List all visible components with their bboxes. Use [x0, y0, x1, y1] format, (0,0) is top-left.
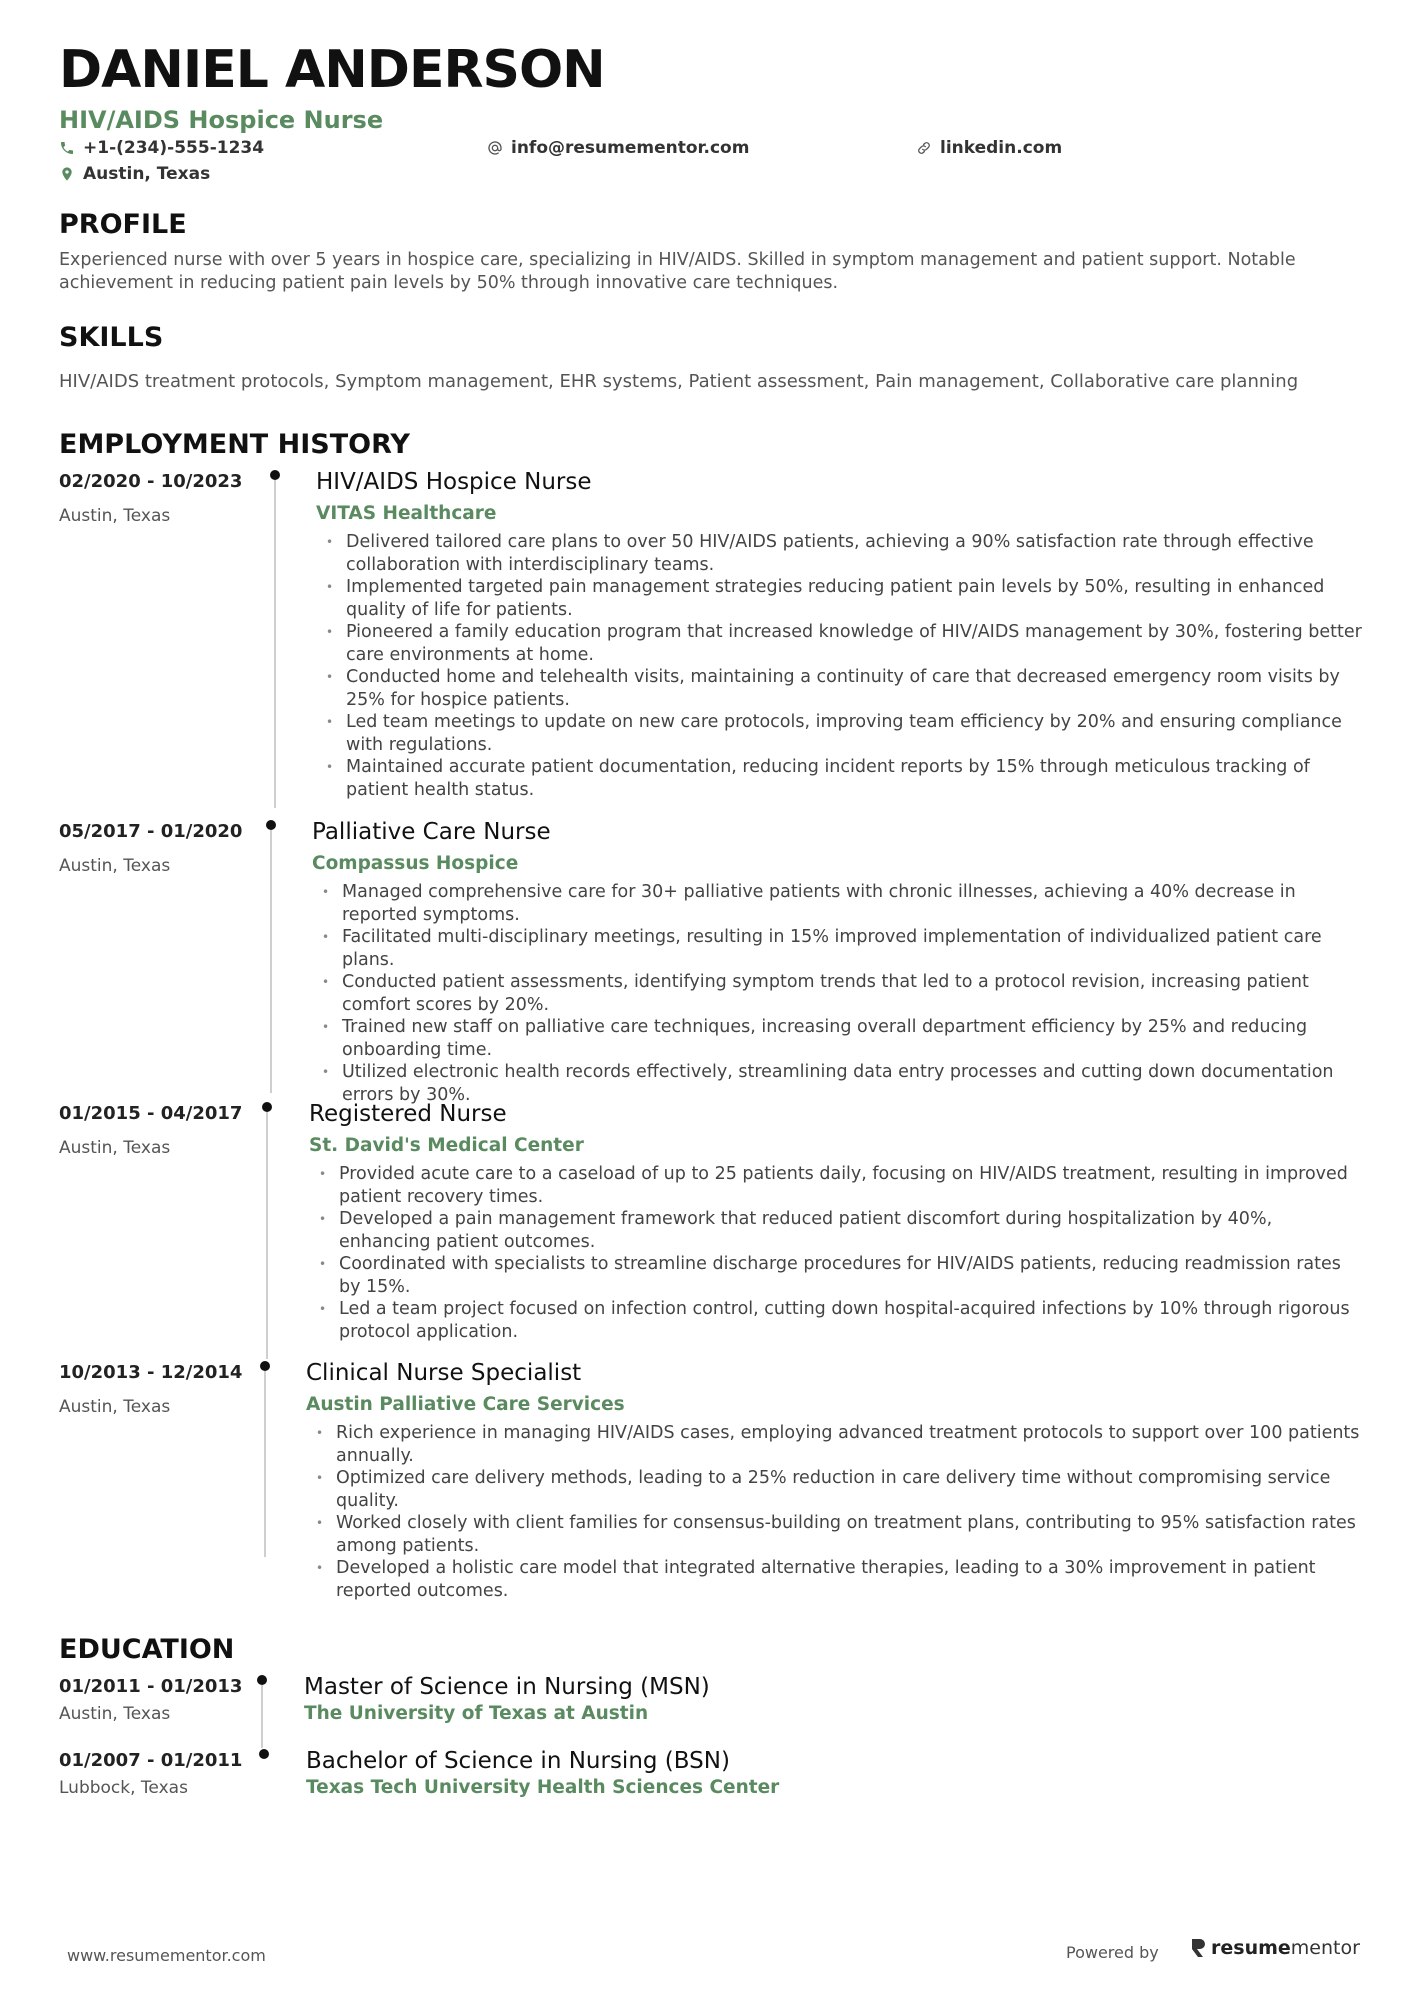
job-bullet: • Developed a holistic care model that integrated alternative therapies, leading to a 30% improvement in patient reported outcomes.: [312, 1557, 1362, 1602]
job-bullet: • Implemented targeted pain management strategies reducing patient pain levels by 50%, resulting in enhanced quality of life for patients.: [322, 576, 1362, 621]
email-link[interactable]: info@resumementor.com: [511, 138, 750, 158]
brand-bold: resume: [1211, 1937, 1291, 1959]
employment-heading: EMPLOYMENT HISTORY: [59, 429, 410, 460]
job-bullet: • Maintained accurate patient documentation, reducing incident reports by 15% through meticulous tracking of patient health status.: [322, 756, 1362, 801]
job-bullet: • Provided acute care to a caseload of up to 25 patients daily, focusing on HIV/AIDS treatment, resulting in improved patient recovery times.: [315, 1163, 1362, 1208]
education-heading: EDUCATION: [59, 1634, 235, 1665]
job-bullet: • Optimized care delivery methods, leading to a 25% reduction in care delivery time without compromising service quality.: [312, 1467, 1362, 1512]
job-location: Austin, Texas: [59, 1138, 171, 1158]
education-school: The University of Texas at Austin: [304, 1703, 649, 1724]
skills-heading: SKILLS: [59, 322, 164, 353]
education-location: Austin, Texas: [59, 1704, 171, 1724]
contact-email[interactable]: [487, 138, 749, 158]
phone-text: +1-(234)-555-1234: [83, 138, 265, 158]
education-entry: [0, 1673, 1410, 1748]
at-icon: [487, 140, 503, 156]
linkedin-link[interactable]: linkedin.com: [940, 138, 1063, 158]
job-location: Austin, Texas: [59, 856, 171, 876]
job-bullet: • Conducted patient assessments, identifying symptom trends that led to a protocol revision, increasing patient comfort scores by 20%.: [318, 971, 1362, 1016]
resumementor-logo-icon: [1189, 1937, 1207, 1959]
candidate-name: DANIEL ANDERSON: [59, 40, 605, 100]
job-entry: [0, 1100, 1410, 1353]
contact-linkedin[interactable]: [916, 138, 1062, 158]
job-bullet: • Led team meetings to update on new care protocols, improving team efficiency by 20% and ensuring compliance with regulations.: [322, 711, 1362, 756]
powered-by-label: Powered by: [1066, 1943, 1159, 1962]
education-dates: 01/2007 - 01/2011: [59, 1750, 243, 1771]
job-dates: 01/2015 - 04/2017: [59, 1103, 243, 1124]
job-role: HIV/AIDS Hospice Nurse: [316, 469, 592, 495]
timeline-line: [261, 1685, 263, 1748]
job-company: St. David's Medical Center: [309, 1135, 584, 1156]
job-bullet: • Trained new staff on palliative care techniques, increasing overall department efficiency by 25% and reducing onboarding time.: [318, 1016, 1362, 1061]
job-bullets: [315, 1163, 1362, 1343]
candidate-title: HIV/AIDS Hospice Nurse: [59, 106, 384, 134]
job-bullet: • Facilitated multi-disciplinary meetings, resulting in 15% improved implementation of individualized patient care plans.: [318, 926, 1362, 971]
job-bullets: [312, 1422, 1362, 1602]
timeline-dot: [266, 820, 276, 830]
timeline-line: [266, 1112, 268, 1359]
profile-text: Experienced nurse with over 5 years in hospice care, specializing in HIV/AIDS. Skilled in symptom management and patient support. Notable achievement in reducing patient pain levels by 50% through innovative care techniques.: [59, 250, 1296, 293]
education-degree: Bachelor of Science in Nursing (BSN): [306, 1748, 730, 1774]
job-entry: [0, 468, 1410, 808]
phone-icon: [59, 140, 75, 156]
timeline-dot: [270, 470, 280, 480]
job-entry: [0, 818, 1410, 1105]
job-location: Austin, Texas: [59, 506, 171, 526]
job-bullet: • Coordinated with specialists to streamline discharge procedures for HIV/AIDS patients, reducing readmission rates by 15%.: [315, 1253, 1362, 1298]
job-bullet: • Led a team project focused on infection control, cutting down hospital-acquired infections by 10% through rigorous protocol application.: [315, 1298, 1362, 1343]
job-dates: 05/2017 - 01/2020: [59, 821, 243, 842]
profile-heading: PROFILE: [59, 209, 187, 240]
job-entry: [0, 1359, 1410, 1609]
timeline-line: [274, 480, 276, 808]
job-company: VITAS Healthcare: [316, 503, 497, 524]
timeline-dot: [262, 1102, 272, 1112]
education-degree: Master of Science in Nursing (MSN): [304, 1674, 710, 1700]
job-bullet: • Worked closely with client families for consensus-building on treatment plans, contributing to 95% satisfaction rates among patients.: [312, 1512, 1362, 1557]
job-bullet: • Delivered tailored care plans to over 50 HIV/AIDS patients, achieving a 90% satisfaction rate through effective collaboration with interdisciplinary teams.: [322, 531, 1362, 576]
link-icon: [916, 140, 932, 156]
job-dates: 10/2013 - 12/2014: [59, 1362, 243, 1383]
job-bullet: • Utilized electronic health records effectively, streamlining data entry processes and cutting down documentation errors by 30%.: [318, 1061, 1362, 1106]
contact-location: [59, 164, 210, 184]
job-bullet: • Rich experience in managing HIV/AIDS cases, employing advanced treatment protocols to support over 100 patients annually.: [312, 1422, 1362, 1467]
education-school: Texas Tech University Health Sciences Center: [306, 1777, 780, 1798]
job-role: Clinical Nurse Specialist: [306, 1360, 582, 1386]
education-dates: 01/2011 - 01/2013: [59, 1676, 243, 1697]
job-dates: 02/2020 - 10/2023: [59, 471, 243, 492]
timeline-dot: [257, 1675, 267, 1685]
job-company: Austin Palliative Care Services: [306, 1394, 625, 1415]
brand-rest: mentor: [1290, 1937, 1360, 1959]
timeline-dot: [260, 1361, 270, 1371]
job-bullets: [322, 531, 1362, 801]
job-location: Austin, Texas: [59, 1397, 171, 1417]
skills-text: HIV/AIDS treatment protocols, Symptom management, EHR systems, Patient assessment, Pain management, Collaborative care planning: [59, 371, 1299, 392]
education-entry: [0, 1747, 1410, 1807]
location-text: Austin, Texas: [83, 164, 211, 184]
job-role: Palliative Care Nurse: [312, 819, 551, 845]
timeline-line: [264, 1371, 266, 1557]
brand-logo[interactable]: [1189, 1937, 1360, 1959]
location-pin-icon: [59, 166, 75, 182]
job-bullet: • Pioneered a family education program that increased knowledge of HIV/AIDS management by 30%, fostering better care environments at home.: [322, 621, 1362, 666]
job-bullets: [318, 881, 1362, 1106]
job-bullet: • Managed comprehensive care for 30+ palliative patients with chronic illnesses, achieving a 40% decrease in reported symptoms.: [318, 881, 1362, 926]
contact-phone: [59, 138, 264, 158]
job-bullet: • Developed a pain management framework that reduced patient discomfort during hospitalization by 40%, enhancing patient outcomes.: [315, 1208, 1362, 1253]
job-role: Registered Nurse: [309, 1101, 507, 1127]
timeline-line: [270, 830, 272, 1093]
job-company: Compassus Hospice: [312, 853, 519, 874]
footer-url[interactable]: www.resumementor.com: [67, 1946, 266, 1965]
education-location: Lubbock, Texas: [59, 1778, 188, 1798]
job-bullet: • Conducted home and telehealth visits, maintaining a continuity of care that decreased emergency room visits by 25% for hospice patients.: [322, 666, 1362, 711]
timeline-dot: [259, 1749, 269, 1759]
